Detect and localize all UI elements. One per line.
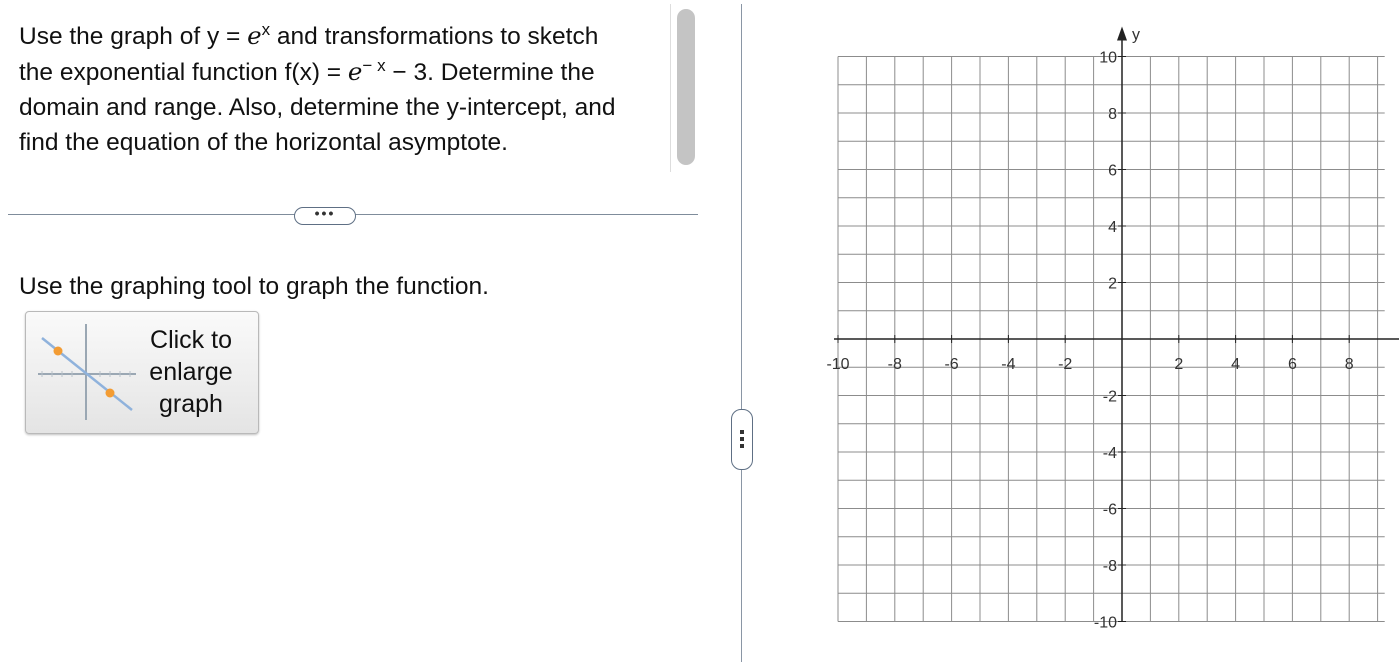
question-text-part: − 3. Determine the <box>385 59 595 86</box>
x-tick-label: -4 <box>1001 356 1016 373</box>
y-tick-label: -2 <box>1102 388 1117 406</box>
question-line-3: domain and range. Also, determine the y-intercept, and <box>19 94 616 121</box>
y-tick-label: 4 <box>1108 219 1117 236</box>
math-exponent: − x <box>362 55 386 75</box>
y-tick-label: -6 <box>1102 501 1117 519</box>
x-tick-label: -8 <box>887 356 902 373</box>
question-text-part: and transformations to sketch <box>270 23 599 50</box>
y-tick-label: 10 <box>1099 49 1117 67</box>
x-tick-label: -2 <box>1058 356 1073 373</box>
y-tick-label: 2 <box>1108 275 1117 293</box>
enlarge-label-line: Click to <box>150 326 232 354</box>
y-tick-label: -8 <box>1102 558 1117 575</box>
x-tick-label: 6 <box>1287 356 1297 373</box>
x-tick-label: 4 <box>1231 356 1241 373</box>
question-text-part: the exponential function f(x) = <box>19 59 348 86</box>
y-axis-arrow-icon <box>1117 27 1127 41</box>
x-tick-label: -6 <box>944 356 959 373</box>
x-tick-label: 2 <box>1174 356 1184 373</box>
y-tick-label: -10 <box>1093 614 1117 632</box>
math-base: e <box>347 57 363 86</box>
question-text-part: Use the graph of y = <box>19 23 248 50</box>
y-tick-label: 8 <box>1108 106 1117 123</box>
enlarge-label-line: enlarge <box>149 358 233 386</box>
instruction-text: Use the graphing tool to graph the function. <box>19 273 489 300</box>
y-tick-label: 6 <box>1108 162 1117 180</box>
enlarge-label-line: graph <box>159 390 223 418</box>
x-tick-label: -10 <box>826 356 850 373</box>
y-tick-label: -4 <box>1102 445 1117 462</box>
x-tick-label: 8 <box>1344 356 1354 373</box>
question-line-4: find the equation of the horizontal asymptote. <box>19 129 508 156</box>
math-base: e <box>247 21 262 50</box>
y-axis-label: y <box>1132 26 1140 44</box>
expand-question-button[interactable]: ••• <box>294 207 356 225</box>
math-exponent: x <box>261 19 271 39</box>
